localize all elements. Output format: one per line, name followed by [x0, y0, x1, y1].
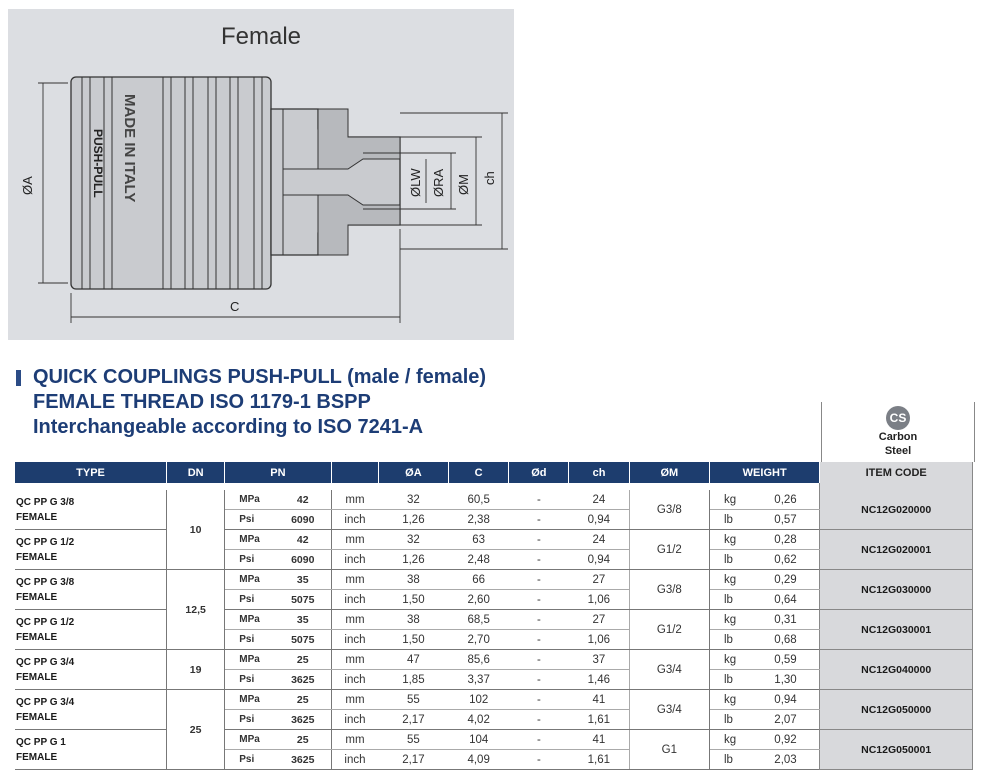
unit-mm: mm — [331, 730, 378, 750]
weight-unit-kg: kg — [709, 530, 751, 550]
dim-ch-mm: 41 — [569, 730, 629, 750]
unit-mm: mm — [331, 570, 378, 590]
item-code-cell: NC12G050000 — [820, 690, 973, 730]
body-text-pushpull: PUSH-PULL — [91, 129, 105, 198]
dim-a-mm: 38 — [378, 610, 448, 630]
weight-lb-value: 0,57 — [752, 510, 820, 530]
pn-mpa-value: 35 — [275, 610, 331, 630]
dim-d-inch: - — [509, 550, 569, 570]
dim-a-mm: 32 — [378, 530, 448, 550]
dim-a-inch: 1,26 — [378, 550, 448, 570]
pn-unit-mpa: MPa — [225, 690, 275, 710]
pn-psi-value: 6090 — [275, 550, 331, 570]
table-row — [15, 690, 973, 710]
weight-kg-value: 0,29 — [752, 570, 820, 590]
weight-lb-value: 2,07 — [752, 710, 820, 730]
dim-d-mm: - — [509, 610, 569, 630]
dim-a-mm: 47 — [378, 650, 448, 670]
item-code-cell: NC12G020000 — [820, 490, 973, 530]
dim-c-inch: 4,09 — [449, 750, 509, 770]
dim-c-inch: 2,70 — [449, 630, 509, 650]
material-badge-box — [821, 402, 975, 462]
unit-inch: inch — [331, 670, 378, 690]
header-unit-blank — [331, 462, 378, 483]
pn-psi-value: 5075 — [275, 630, 331, 650]
pn-unit-psi: Psi — [225, 750, 275, 770]
thread-m-cell: G1/2 — [629, 610, 709, 650]
spacer-row — [15, 483, 973, 490]
type-cell — [15, 530, 167, 570]
coupling-spec-table — [15, 462, 973, 770]
dim-ch-inch: 1,46 — [569, 670, 629, 690]
dim-a-mm: 55 — [378, 730, 448, 750]
unit-mm: mm — [331, 650, 378, 670]
pn-unit-mpa: MPa — [225, 650, 275, 670]
weight-kg-value: 0,31 — [752, 610, 820, 630]
type-gender: FEMALE — [16, 511, 58, 523]
pn-unit-mpa: MPa — [225, 570, 275, 590]
dim-d-mm: - — [509, 690, 569, 710]
table-row — [15, 570, 973, 590]
weight-kg-value: 0,59 — [752, 650, 820, 670]
weight-kg-value: 0,28 — [752, 530, 820, 550]
pn-mpa-value: 25 — [275, 730, 331, 750]
dim-c-inch: 2,60 — [449, 590, 509, 610]
weight-unit-kg: kg — [709, 730, 751, 750]
header-item-code: ITEM CODE — [820, 462, 973, 483]
dim-d-mm: - — [509, 530, 569, 550]
dn-cell: 25 — [167, 690, 225, 770]
unit-inch: inch — [331, 510, 378, 530]
dim-c-inch: 3,37 — [449, 670, 509, 690]
type-cell — [15, 690, 167, 730]
pn-psi-value: 3625 — [275, 670, 331, 690]
type-cell — [15, 570, 167, 610]
pn-unit-psi: Psi — [225, 710, 275, 730]
heading-line-2: FEMALE THREAD ISO 1179-1 BSPP — [33, 391, 371, 413]
pn-psi-value: 3625 — [275, 710, 331, 730]
dim-ch-inch: 0,94 — [569, 510, 629, 530]
dim-a-inch: 2,17 — [378, 750, 448, 770]
pn-unit-psi: Psi — [225, 590, 275, 610]
type-gender: FEMALE — [16, 671, 58, 683]
thread-m-cell: G3/8 — [629, 490, 709, 530]
unit-mm: mm — [331, 690, 378, 710]
type-name: QC PP G 3/4 — [16, 696, 75, 708]
weight-lb-value: 2,03 — [752, 750, 820, 770]
type-name: QC PP G 1/2 — [16, 536, 75, 548]
dim-a-inch: 2,17 — [378, 710, 448, 730]
weight-kg-value: 0,26 — [752, 490, 820, 510]
drawing-title: Female — [220, 23, 302, 50]
dim-d-inch: - — [509, 590, 569, 610]
dim-ch-inch: 1,61 — [569, 710, 629, 730]
dim-d-inch: - — [509, 630, 569, 650]
dim-a-inch: 1,85 — [378, 670, 448, 690]
weight-lb-value: 1,30 — [752, 670, 820, 690]
type-name: QC PP G 3/8 — [16, 496, 75, 508]
dim-label-ra: ØRA — [431, 168, 446, 197]
material-line-1: Carbon — [878, 431, 918, 443]
material-line-2: Steel — [884, 445, 912, 457]
dim-d-mm: - — [509, 570, 569, 590]
weight-unit-lb: lb — [709, 590, 751, 610]
weight-unit-lb: lb — [709, 550, 751, 570]
pn-unit-mpa: MPa — [225, 490, 275, 510]
pn-mpa-value: 25 — [275, 690, 331, 710]
pn-unit-mpa: MPa — [225, 530, 275, 550]
dim-a-inch: 1,26 — [378, 510, 448, 530]
heading-accent-bar — [16, 370, 21, 386]
heading-line-3: Interchangeable according to ISO 7241-A — [33, 416, 424, 438]
thread-m-cell: G3/8 — [629, 570, 709, 610]
dim-ch-mm: 24 — [569, 490, 629, 510]
pn-unit-psi: Psi — [225, 510, 275, 530]
dim-d-inch: - — [509, 510, 569, 530]
body-text-made-in-italy: MADE IN ITALY — [121, 94, 138, 203]
header-dn: DN — [167, 462, 225, 483]
item-code-cell: NC12G030001 — [820, 610, 973, 650]
type-gender: FEMALE — [16, 751, 58, 763]
dim-c-inch: 2,48 — [449, 550, 509, 570]
unit-mm: mm — [331, 610, 378, 630]
weight-unit-kg: kg — [709, 570, 751, 590]
table-row — [15, 730, 973, 750]
dim-d-mm: - — [509, 730, 569, 750]
weight-kg-value: 0,92 — [752, 730, 820, 750]
dim-label-lw: ØLW — [408, 168, 423, 197]
dim-d-mm: - — [509, 490, 569, 510]
heading-line-1: QUICK COUPLINGS PUSH-PULL (male / female) — [33, 366, 487, 388]
header-type: TYPE — [15, 462, 167, 483]
dn-cell: 12,5 — [167, 570, 225, 650]
type-gender: FEMALE — [16, 551, 58, 563]
dim-a-inch: 1,50 — [378, 630, 448, 650]
dim-ch-inch: 1,06 — [569, 630, 629, 650]
pn-unit-psi: Psi — [225, 550, 275, 570]
dim-d-inch: - — [509, 670, 569, 690]
type-cell — [15, 730, 167, 770]
dim-ch-inch: 1,61 — [569, 750, 629, 770]
header-c: C — [449, 462, 509, 483]
type-name: QC PP G 1 — [16, 736, 66, 748]
dim-c-inch: 4,02 — [449, 710, 509, 730]
weight-unit-kg: kg — [709, 490, 751, 510]
dim-c-mm: 102 — [449, 690, 509, 710]
dim-ch-mm: 24 — [569, 530, 629, 550]
coupling-drawing-svg — [8, 9, 514, 340]
pn-unit-mpa: MPa — [225, 610, 275, 630]
thread-m-cell: G3/4 — [629, 690, 709, 730]
unit-mm: mm — [331, 490, 378, 510]
dim-label-a: ØA — [20, 176, 35, 195]
weight-unit-kg: kg — [709, 690, 751, 710]
item-code-cell: NC12G020001 — [820, 530, 973, 570]
unit-inch: inch — [331, 750, 378, 770]
pn-psi-value: 6090 — [275, 510, 331, 530]
dim-a-mm: 55 — [378, 690, 448, 710]
item-code-cell: NC12G040000 — [820, 650, 973, 690]
dn-cell: 10 — [167, 490, 225, 570]
thread-m-cell: G3/4 — [629, 650, 709, 690]
weight-lb-value: 0,64 — [752, 590, 820, 610]
thread-m-cell: G1 — [629, 730, 709, 770]
pn-mpa-value: 42 — [275, 530, 331, 550]
pn-mpa-value: 42 — [275, 490, 331, 510]
unit-mm: mm — [331, 530, 378, 550]
thread-m-cell: G1/2 — [629, 530, 709, 570]
type-cell — [15, 650, 167, 690]
weight-kg-value: 0,94 — [752, 690, 820, 710]
dim-a-inch: 1,50 — [378, 590, 448, 610]
dim-d-inch: - — [509, 710, 569, 730]
weight-lb-value: 0,68 — [752, 630, 820, 650]
dn-cell: 19 — [167, 650, 225, 690]
unit-inch: inch — [331, 710, 378, 730]
type-gender: FEMALE — [16, 711, 58, 723]
table-row — [15, 610, 973, 630]
header-weight: WEIGHT — [709, 462, 819, 483]
dim-c-mm: 85,6 — [449, 650, 509, 670]
table-row — [15, 650, 973, 670]
weight-unit-lb: lb — [709, 710, 751, 730]
dim-c-mm: 60,5 — [449, 490, 509, 510]
pn-psi-value: 3625 — [275, 750, 331, 770]
dim-c-inch: 2,38 — [449, 510, 509, 530]
dim-c-mm: 104 — [449, 730, 509, 750]
dim-ch-mm: 27 — [569, 610, 629, 630]
type-name: QC PP G 3/4 — [16, 656, 75, 668]
unit-inch: inch — [331, 630, 378, 650]
unit-inch: inch — [331, 550, 378, 570]
dim-c-mm: 68,5 — [449, 610, 509, 630]
item-code-cell: NC12G050001 — [820, 730, 973, 770]
dim-ch-inch: 1,06 — [569, 590, 629, 610]
dim-d-inch: - — [509, 750, 569, 770]
weight-unit-kg: kg — [709, 610, 751, 630]
weight-unit-lb: lb — [709, 670, 751, 690]
type-cell — [15, 610, 167, 650]
dim-label-ch: ch — [482, 171, 497, 185]
weight-lb-value: 0,62 — [752, 550, 820, 570]
table-header-row — [15, 462, 973, 483]
pn-mpa-value: 25 — [275, 650, 331, 670]
dim-label-m: ØM — [456, 174, 471, 195]
weight-unit-lb: lb — [709, 750, 751, 770]
dim-ch-mm: 27 — [569, 570, 629, 590]
pn-mpa-value: 35 — [275, 570, 331, 590]
dim-ch-inch: 0,94 — [569, 550, 629, 570]
weight-unit-lb: lb — [709, 630, 751, 650]
weight-unit-lb: lb — [709, 510, 751, 530]
pn-unit-psi: Psi — [225, 630, 275, 650]
header-a: ØA — [378, 462, 448, 483]
header-m: ØM — [629, 462, 709, 483]
dim-a-mm: 38 — [378, 570, 448, 590]
type-gender: FEMALE — [16, 591, 58, 603]
header-d: Ød — [509, 462, 569, 483]
header-ch: ch — [569, 462, 629, 483]
dim-c-mm: 66 — [449, 570, 509, 590]
table-row — [15, 490, 973, 510]
unit-inch: inch — [331, 590, 378, 610]
dim-d-mm: - — [509, 650, 569, 670]
table-row — [15, 530, 973, 550]
pn-psi-value: 5075 — [275, 590, 331, 610]
type-gender: FEMALE — [16, 631, 58, 643]
carbon-steel-icon: CS — [886, 406, 910, 430]
header-pn: PN — [225, 462, 331, 483]
dim-ch-mm: 37 — [569, 650, 629, 670]
dim-a-mm: 32 — [378, 490, 448, 510]
dim-label-c: C — [230, 299, 240, 314]
type-name: QC PP G 3/8 — [16, 576, 75, 588]
type-cell — [15, 490, 167, 530]
pn-unit-mpa: MPa — [225, 730, 275, 750]
dim-ch-mm: 41 — [569, 690, 629, 710]
item-code-cell: NC12G030000 — [820, 570, 973, 610]
dim-c-mm: 63 — [449, 530, 509, 550]
weight-unit-kg: kg — [709, 650, 751, 670]
technical-drawing — [8, 9, 514, 340]
pn-unit-psi: Psi — [225, 670, 275, 690]
type-name: QC PP G 1/2 — [16, 616, 75, 628]
